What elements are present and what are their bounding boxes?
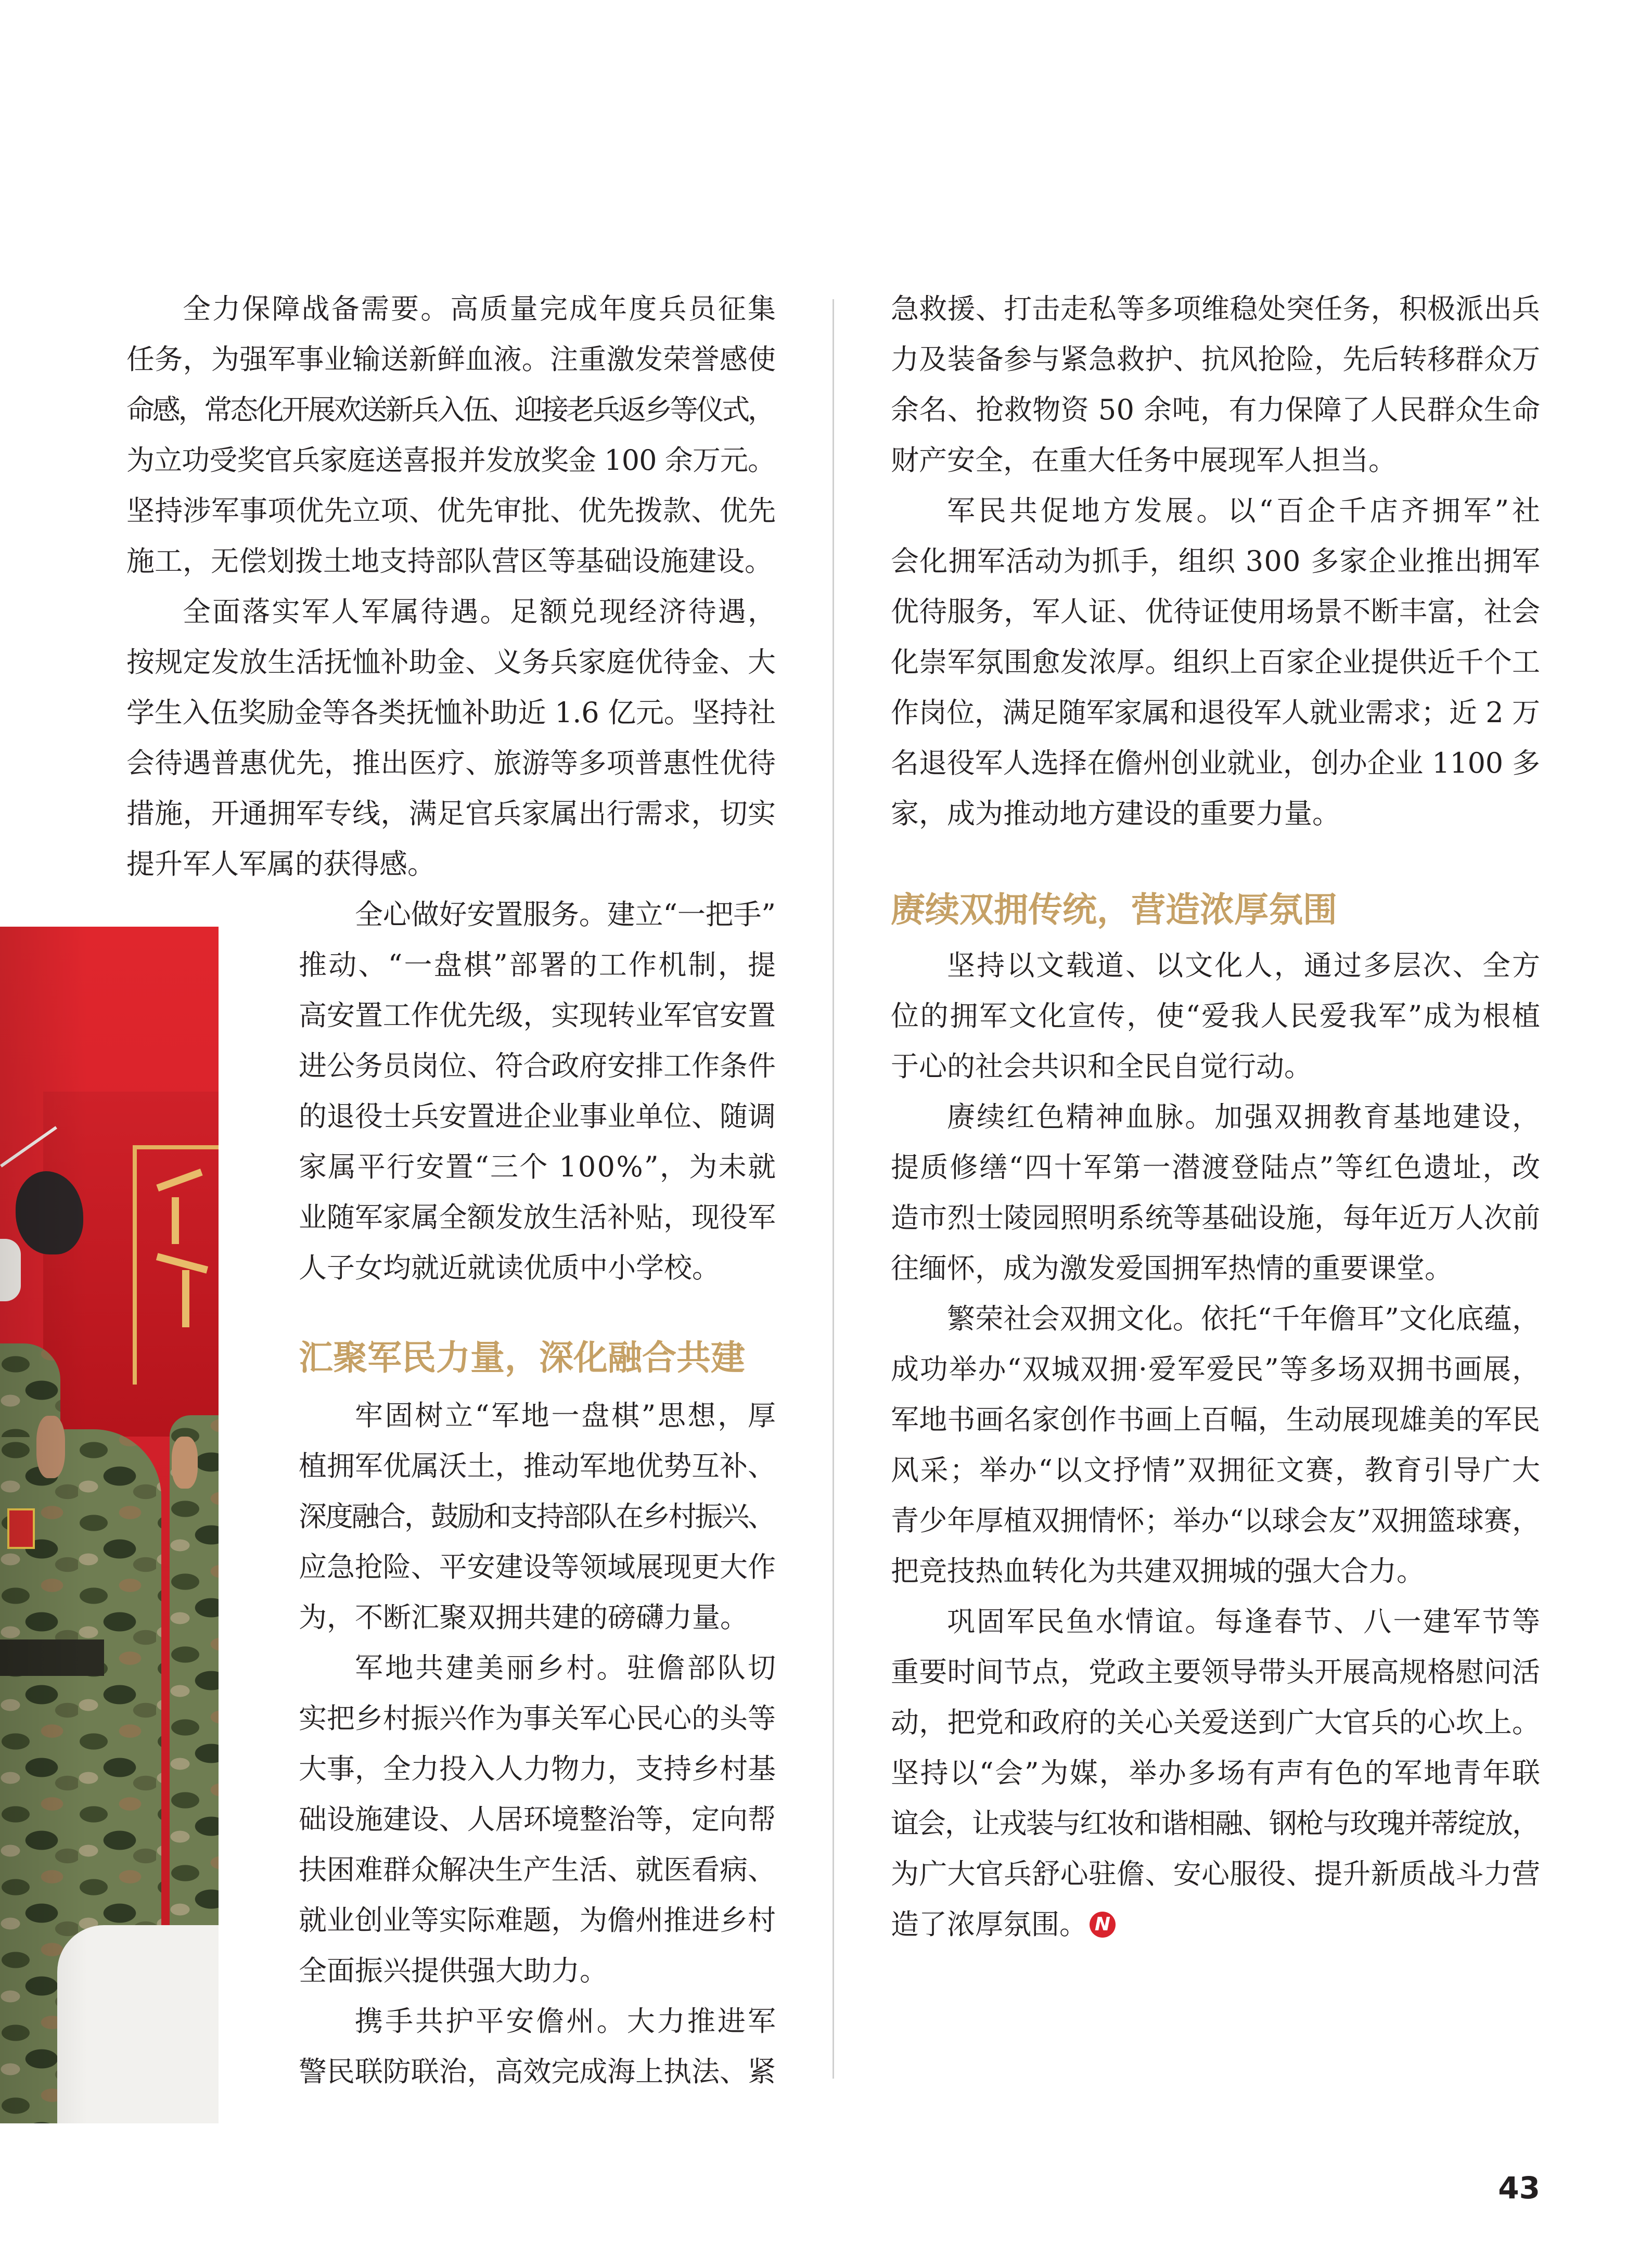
text-line: 家属平行安置“三个 100%”，为未就 [299,1150,777,1183]
text-line: 人子女均就近就读优质中小学校。 [299,1251,720,1284]
text-line: 位的拥军文化宣传，使“爱我人民爱我军”成为根植 [891,1000,1542,1032]
text-line: 赓续红色精神血脉。加强双拥教育基地建设， [947,1100,1542,1133]
text-line: 作岗位，满足随军家属和退役军人就业需求；近 2 万 [891,696,1540,729]
text-line: 业随军家属全额发放生活补贴，现役军 [299,1201,776,1234]
text-line: 大事，全力投入人力物力，支持乡村基 [299,1752,776,1785]
text-line: 余名、抢救物资 50 余吨，有力保障了人民群众生命 [891,393,1541,426]
text-line: 成功举办“双城双拥·爱军爱民”等多场双拥书画展， [891,1353,1541,1386]
text-line: 全心做好安置服务。建立“一把手” [355,898,776,931]
paragraph [126,284,776,586]
text-line: 措施，开通拥军专线，满足官兵家属出行需求，切实 [126,797,776,830]
paragraph [891,284,1540,485]
text-line: 推动、“一盘棋”部署的工作机制，提 [299,949,778,981]
text-line: 全力保障战备需要。高质量完成年度兵员征集 [183,292,778,325]
text-line: 施工，无偿划拨土地支持部队营区等基础设施建设。 [126,545,773,578]
text-line: 繁荣社会双拥文化。依托“千年儋耳”文化底蕴， [947,1302,1541,1335]
text-line: 巩固军民鱼水情谊。每逢春节、八一建军节等 [947,1605,1542,1638]
text-line: 军地共建美丽乡村。驻儋部队切 [355,1651,778,1684]
text-line: 优待服务，军人证、优待证使用场景不断丰富，社会 [891,595,1541,628]
text-line: 植拥军优属沃土，推动军地优势互补、 [299,1450,776,1482]
text-line: 的退役士兵安置进企业事业单位、随调 [299,1100,776,1133]
text-line: 力及装备参与紧急救护、抗风抢险，先后转移群众万 [891,343,1541,376]
text-line: 重要时间节点，党政主要领导带头开展高规格慰问活 [891,1656,1541,1688]
right-column-upper-text [891,284,1543,839]
text-line: 础设施建设、人居环境整治等，定向帮 [299,1803,776,1836]
paragraph [891,485,1543,839]
text-line [891,1899,1540,1950]
soldiers-photo [0,927,219,2123]
text-line: 为，不断汇聚双拥共建的磅礴力量。 [299,1601,748,1634]
text-line: 深度融合，鼓励和支持部队在乡村振兴、 [299,1500,774,1533]
text-line: 进公务员岗位、符合政府安排工作条件 [299,1049,776,1082]
text-line: 风采；举办“以文抒情”双拥征文赛，教育引导广大 [891,1454,1542,1487]
text-line: 化崇军氛围愈发浓厚。组织上百家企业提供近千个工 [891,646,1541,678]
text-line: 把竞技热血转化为共建双拥城的强大合力。 [891,1555,1425,1587]
text-line: 实把乡村振兴作为事关军心民心的头等 [299,1702,776,1735]
section-heading: 汇聚军民力量，深化融合共建 [299,1338,745,1378]
text-line: 谊会，让戎装与红妆和谐相融、钢枪与玫瑰并蒂绽放， [891,1807,1539,1840]
text-line: 动，把党和政府的关心关爱送到广大官兵的心坎上。 [891,1706,1541,1739]
paragraph [299,1996,776,2097]
page-number: 43 [1498,2170,1540,2206]
paragraph [126,586,776,889]
end-mark-letter: N [1094,1914,1111,1935]
text-line: 会化拥军活动为抓手，组织 300 多家企业推出拥军 [891,545,1541,578]
text-line: 命感，常态化开展欢送新兵入伍、迎接老兵返乡等仪式， [126,393,774,426]
paragraph [299,889,776,1293]
left-column-narrow-text [299,889,776,1293]
text-line: 就业创业等实际难题，为儋州推进乡村 [299,1904,776,1937]
text-line: 家，成为推动地方建设的重要力量。 [891,797,1340,830]
paragraph [891,940,1540,1092]
text-line: 高安置工作优先级，实现转业军官安置 [299,999,776,1032]
text-line: 于心的社会共识和全民自觉行动。 [891,1050,1312,1083]
paragraph [891,1596,1540,1950]
text-line: 坚持以文载道、以文化人，通过多层次、全方 [947,949,1542,982]
text-line: 警民联防联治，高效完成海上执法、紧 [299,2055,776,2088]
left-column-section-text [299,1390,776,2097]
column-divider [833,299,834,2079]
text-line: 军地书画名家创作书画上百幅，生动展现雄美的军民 [891,1403,1541,1436]
text-line: 坚持以“会”为媒，举办多场有声有色的军地青年联 [891,1757,1542,1789]
text-line: 名退役军人选择在儋州创业就业，创办企业 1100 多 [891,747,1540,779]
text-line: 造市烈士陵园照明系统等基础设施，每年近万人次前 [891,1201,1541,1234]
text-line: 提质修缮“四十军第一潜渡登陆点”等红色遗址，改 [891,1151,1542,1184]
text-line: 军民共促地方发展。以“百企千店齐拥军”社 [947,494,1543,527]
text-line: 急救援、打击走私等多项维稳处突任务，积极派出兵 [891,292,1541,325]
text-line: 为广大官兵舒心驻儋、安心服役、提升新质战斗力营 [891,1857,1541,1890]
text-line: 携手共护平安儋州。大力推进军 [355,2005,778,2038]
text-line: 扶困难群众解决生产生活、就医看病、 [299,1853,776,1886]
text-line: 牢固树立“军地一盘棋”思想，厚 [355,1399,778,1432]
text-line: 全面落实军人军属待遇。足额兑现经济待遇， [183,595,778,628]
paragraph [299,1643,776,1996]
text-line-content: 造了浓厚氛围。 [891,1908,1087,1941]
text-line: 按规定发放生活抚恤补助金、义务兵家庭优待金、大 [126,646,776,678]
text-line: 坚持涉军事项优先立项、优先审批、优先拨款、优先 [126,494,776,527]
text-line: 青少年厚植双拥情怀；举办“以球会友”双拥篮球赛， [891,1504,1541,1537]
section-heading: 赓续双拥传统，营造浓厚氛围 [891,890,1337,930]
text-line: 学生入伍奖励金等各类抚恤补助近 1.6 亿元。坚持社 [126,696,776,729]
text-line: 应急抢险、平安建设等领域展现更大作 [299,1551,776,1583]
text-line: 全面振兴提供强大助力。 [299,1954,608,1987]
text-line: 往缅怀，成为激发爱国拥军热情的重要课堂。 [891,1252,1453,1285]
photo-shading [0,927,219,2123]
paragraph [891,1293,1540,1596]
text-line: 财产安全，在重大任务中展现军人担当。 [891,444,1397,477]
text-line: 任务，为强军事业输送新鲜血液。注重激发荣誉感使 [126,343,776,376]
text-line: 提升军人军属的获得感。 [126,848,436,880]
paragraph [891,1092,1540,1293]
paragraph [299,1390,776,1643]
magazine-end-mark-icon [1090,1912,1116,1938]
text-line: 为立功受奖官兵家庭送喜报并发放奖金 100 余万元。 [126,444,776,477]
right-column-section-text [891,940,1540,1950]
text-line: 会待遇普惠优先，推出医疗、旅游等多项普惠性优待 [126,747,776,779]
left-column-upper-text [126,284,776,889]
